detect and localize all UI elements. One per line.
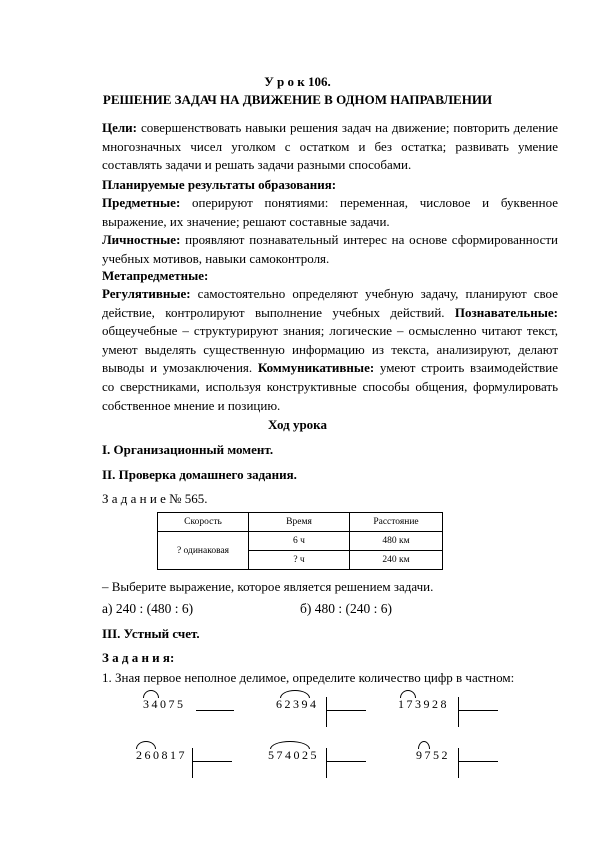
answer-line (458, 710, 498, 711)
table-header-cell: Время (249, 513, 350, 532)
planned-results-heading: Планируемые результаты образования: (102, 177, 337, 192)
time-cell: ? ч (249, 551, 350, 570)
homework-table (157, 512, 443, 570)
lesson-flow-heading: Ход урока (268, 417, 327, 432)
dividend: 9752 (416, 748, 450, 762)
division-bar (326, 697, 327, 727)
subject-paragraph (102, 194, 558, 231)
meta-paragraph (102, 285, 558, 415)
section-3-heading: III. Устный счет. (102, 626, 200, 641)
distance-cell: 240 км (350, 551, 443, 570)
dividend: 574025 (268, 748, 319, 762)
option-a: а) 240 : (480 : 6) (102, 601, 194, 616)
lesson-title: РЕШЕНИЕ ЗАДАЧ НА ДВИЖЕНИЕ В ОДНОМ НАПРАВЛЕНИИ (102, 92, 493, 107)
communicative-text: умеют строить взаимодействие со сверстниками, используя конструктивные способы общения, формулировать собственное мнение и позицию. (102, 360, 558, 413)
division-bar (458, 748, 459, 778)
goals-text: совершенствовать навыки решения задач на движение; повторить деление многозначных чисел уголком с остатком и без остатка; развивать умение составлять задачи и решать задачи разными способами. (102, 120, 558, 173)
section-2-heading: II. Проверка домашнего задания. (102, 467, 297, 482)
subject-text: оперируют понятиями: переменная, числовое и буквенное выражение, их значение; решают составные задачи. (102, 195, 558, 229)
table-header-cell: Скорость (158, 513, 249, 532)
table-header-row (158, 513, 443, 532)
option-b: б) 480 : (240 : 6) (300, 601, 392, 616)
lesson-number: У р о к 106. (264, 74, 331, 89)
division-bar (326, 748, 327, 778)
task-1-text: 1. Зная первое неполное делимое, определите количество цифр в частном: (102, 670, 515, 685)
answer-line (192, 761, 232, 762)
answer-line (196, 710, 234, 711)
goals-paragraph (102, 119, 558, 175)
dividend: 260817 (136, 748, 187, 762)
answer-line (458, 761, 498, 762)
personal-paragraph (102, 231, 558, 268)
dividend: 34075 (143, 697, 186, 711)
personal-text: проявляют познавательный интерес на основе сформированности учебных мотивов, навыки самоконтроля. (102, 232, 558, 266)
subject-label: Предметные: (102, 195, 181, 210)
division-bar (458, 697, 459, 727)
cognitive-label: Познавательные: (454, 304, 558, 320)
regulative-label: Регулятивные: (102, 286, 191, 301)
dividend: 173928 (398, 697, 449, 711)
answer-line (326, 761, 366, 762)
distance-cell: 480 км (350, 532, 443, 551)
task-565-label: З а д а н и е № 565. (102, 491, 208, 506)
table-row (158, 532, 443, 551)
answer-line (326, 710, 366, 711)
table-header-cell: Расстояние (350, 513, 443, 532)
question-text: – Выберите выражение, которое является решением задачи. (102, 579, 434, 594)
goals-label: Цели: (102, 120, 137, 135)
time-cell: 6 ч (249, 532, 350, 551)
dividend: 62394 (276, 697, 319, 711)
cognitive-text: общеучебные – структурируют знания; логические – осмысленно читают текст, умеют выделять существенную информацию из текста, анализируют, делают выводы и умозаключения. (102, 323, 558, 376)
speed-cell: ? одинаковая (158, 532, 249, 570)
tasks-label: З а д а н и я: (102, 650, 175, 665)
division-bar (192, 748, 193, 778)
personal-label: Личностные: (102, 232, 181, 247)
regulative-text: самостоятельно определяют учебную задачу, планируют свое действие, контролируют выполнение учебных действий. (102, 286, 558, 320)
section-1-heading: I. Организационный момент. (102, 442, 274, 457)
communicative-label: Коммуникативные: (257, 360, 375, 376)
meta-heading: Метапредметные: (102, 268, 209, 283)
